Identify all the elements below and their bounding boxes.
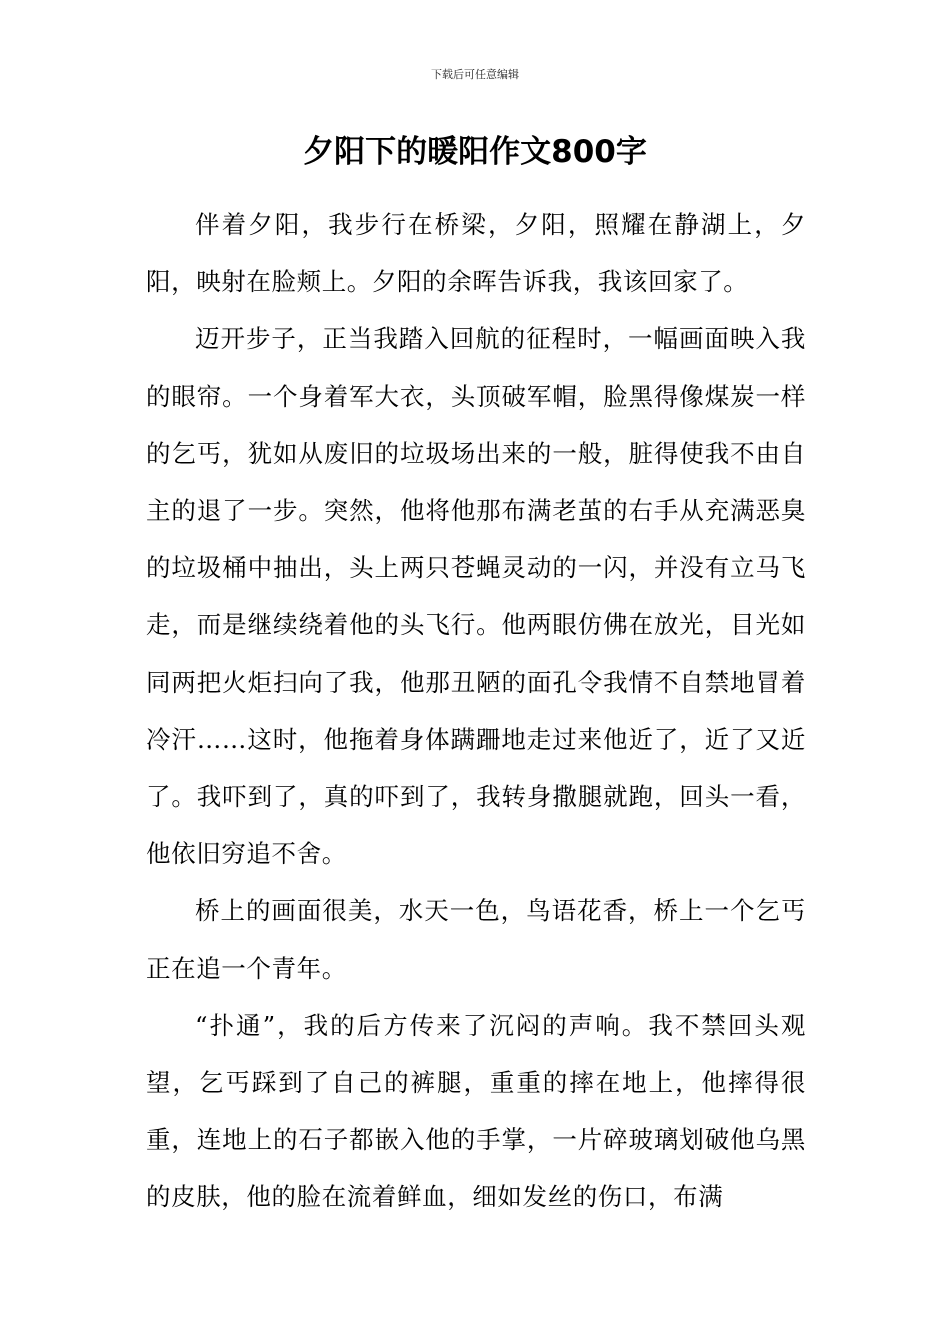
paragraph-3: 桥上的画面很美，水天一色，鸟语花香，桥上一个乞丐正在追一个青年。 bbox=[146, 896, 806, 983]
header-note: 下载后可任意编辑 bbox=[431, 68, 519, 81]
paragraph-1: 伴着夕阳，我步行在桥梁，夕阳，照耀在静湖上，夕阳，映射在脸颊上。夕阳的余晖告诉我，我该回家了。 bbox=[146, 210, 806, 297]
document-title: 夕阳下的暖阳作文800字 bbox=[303, 134, 647, 170]
document-body bbox=[146, 196, 806, 1226]
paragraph-2: 迈开步子，正当我踏入回航的征程时，一幅画面映入我的眼帘。一个身着军大衣，头顶破军帽，脸黑得像煤炭一样的乞丐，犹如从废旧的垃圾场出来的一般，脏得使我不由自主的退了一步。突然，他将他那布满老茧的右手从充满恶臭的垃圾桶中抽出，头上两只苍蝇灵动的一闪，并没有立马飞走，而是继续绕着他的头飞行。他两眼仿佛在放光，目光如同两把火炬扫向了我，他那丑陋的面孔令我情不自禁地冒着冷汗……这时，他拖着身体蹒跚地走过来他近了，近了又近了。我吓到了，真的吓到了，我转身撒腿就跑，回头一看，他依旧穷追不舍。 bbox=[146, 324, 806, 869]
paragraph-4: “扑通”，我的后方传来了沉闷的声响。我不禁回头观望，乞丐踩到了自己的裤腿，重重的摔在地上，他摔得很重，连地上的石子都嵌入他的手掌，一片碎玻璃划破他乌黑的皮肤，他的脸在流着鲜血，细如发丝的伤口，布满 bbox=[146, 1010, 806, 1212]
